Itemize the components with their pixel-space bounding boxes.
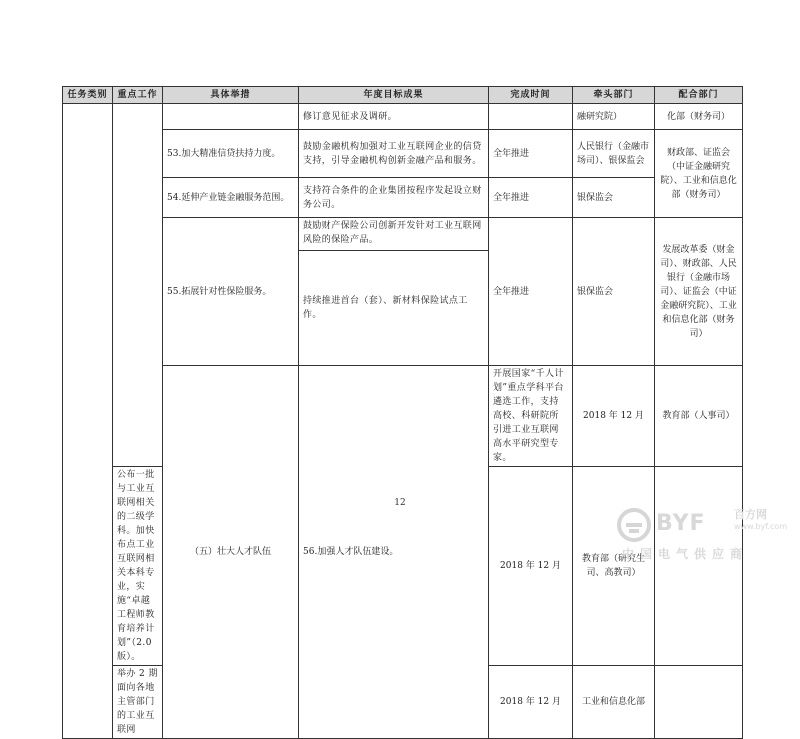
table-header-row xyxy=(63,87,743,104)
lead-cell: 工业和信息化部 xyxy=(573,666,655,739)
goal-subcell-text: 持续推进首台（套）、新材料保险试点工作。 xyxy=(303,296,468,320)
header-lead-department: 牵头部门 xyxy=(573,87,655,104)
watermark-brand-cn: 百方网 xyxy=(734,508,767,521)
header-annual-goal: 年度目标成果 xyxy=(299,87,489,104)
time-cell: 2018 年 12 月 xyxy=(489,666,573,739)
time-cell: 2018 年 12 月 xyxy=(489,467,573,666)
page-number: 12 xyxy=(394,498,406,508)
lead-cell: 教育部（人事司） xyxy=(655,366,743,467)
coop-cell xyxy=(655,666,743,739)
goal-cell: 举办 2 期面向各地主管部门的工业互联网 xyxy=(113,666,163,739)
time-cell: 全年推进 xyxy=(489,218,573,366)
watermark-brand: BYF xyxy=(656,511,706,536)
goal-cell: 开展国家“千人计划”重点学科平台遴选工作，支持高校、科研院所引进工业互联网高水平研究型专家。 xyxy=(489,366,573,467)
measure-cell xyxy=(163,104,299,130)
task-category-cell xyxy=(63,104,113,739)
table-row xyxy=(63,130,743,178)
watermark-slogan: 中国电气供应商 xyxy=(622,547,749,561)
lead-cell: 银保监会 xyxy=(573,218,655,366)
coop-cell: 财政部、证监会（中证金融研究院）、工业和信息化部（财务司） xyxy=(655,130,743,218)
goal-cell: 鼓励金融机构加强对工业互联网企业的信贷支持，引导金融机构创新金融产品和服务。 xyxy=(299,130,489,178)
watermark-logo xyxy=(616,507,796,563)
time-cell: 全年推进 xyxy=(489,130,573,178)
lead-cell: 教育部（研究生司、高教司） xyxy=(573,467,655,666)
measure-cell: 54.延伸产业链金融服务范围。 xyxy=(163,178,299,218)
lead-cell: 人民银行（金融市场司）、银保监会 xyxy=(573,130,655,178)
goal-subcell: 鼓励财产保险公司创新开发针对工业互联网风险的保险产品。 xyxy=(299,218,488,251)
bulb-logo-icon xyxy=(616,507,652,543)
coop-cell xyxy=(655,467,743,666)
time-cell xyxy=(489,104,573,130)
table-row xyxy=(63,104,743,130)
table-row xyxy=(63,366,743,467)
measure-cell: 55.拓展针对性保险服务。 xyxy=(163,218,299,366)
time-cell: 2018 年 12 月 xyxy=(573,366,655,467)
coop-cell: 化部（财务司） xyxy=(655,104,743,130)
header-completion-time: 完成时间 xyxy=(489,87,573,104)
table-row xyxy=(63,218,743,366)
table-row xyxy=(63,178,743,218)
header-measures: 具体举措 xyxy=(163,87,299,104)
watermark-domain: www.byf.com xyxy=(734,522,788,531)
time-cell: 全年推进 xyxy=(489,178,573,218)
key-work-cell: （五）壮大人才队伍 xyxy=(163,366,299,739)
coop-cell: 发展改革委（财金司）、财政部、人民银行（金融市场司）、证监会（中证金融研究院）、工业和信息化部（财务司） xyxy=(655,218,743,366)
header-key-work: 重点工作 xyxy=(113,87,163,104)
lead-cell: 融研究院） xyxy=(573,104,655,130)
goal-cell: 修订意见征求及调研。 xyxy=(299,104,489,130)
measure-cell: 56.加强人才队伍建设。 xyxy=(299,366,489,739)
goal-cell: 公布一批与工业互联网相关的二级学科。加快布点工业互联网相关本科专业，实施“卓越工程师教育培养计划”（2.0 版）。 xyxy=(113,467,163,666)
goal-cell xyxy=(299,218,489,366)
task-table xyxy=(62,86,743,739)
measure-cell: 53.加大精准信贷扶持力度。 xyxy=(163,130,299,178)
header-coop-department: 配合部门 xyxy=(655,87,743,104)
key-work-cell xyxy=(113,104,163,467)
lead-cell: 银保监会 xyxy=(573,178,655,218)
header-task-category: 任务类别 xyxy=(63,87,113,104)
goal-cell: 支持符合条件的企业集团按程序发起设立财务公司。 xyxy=(299,178,489,218)
goal-subcell xyxy=(299,251,488,365)
